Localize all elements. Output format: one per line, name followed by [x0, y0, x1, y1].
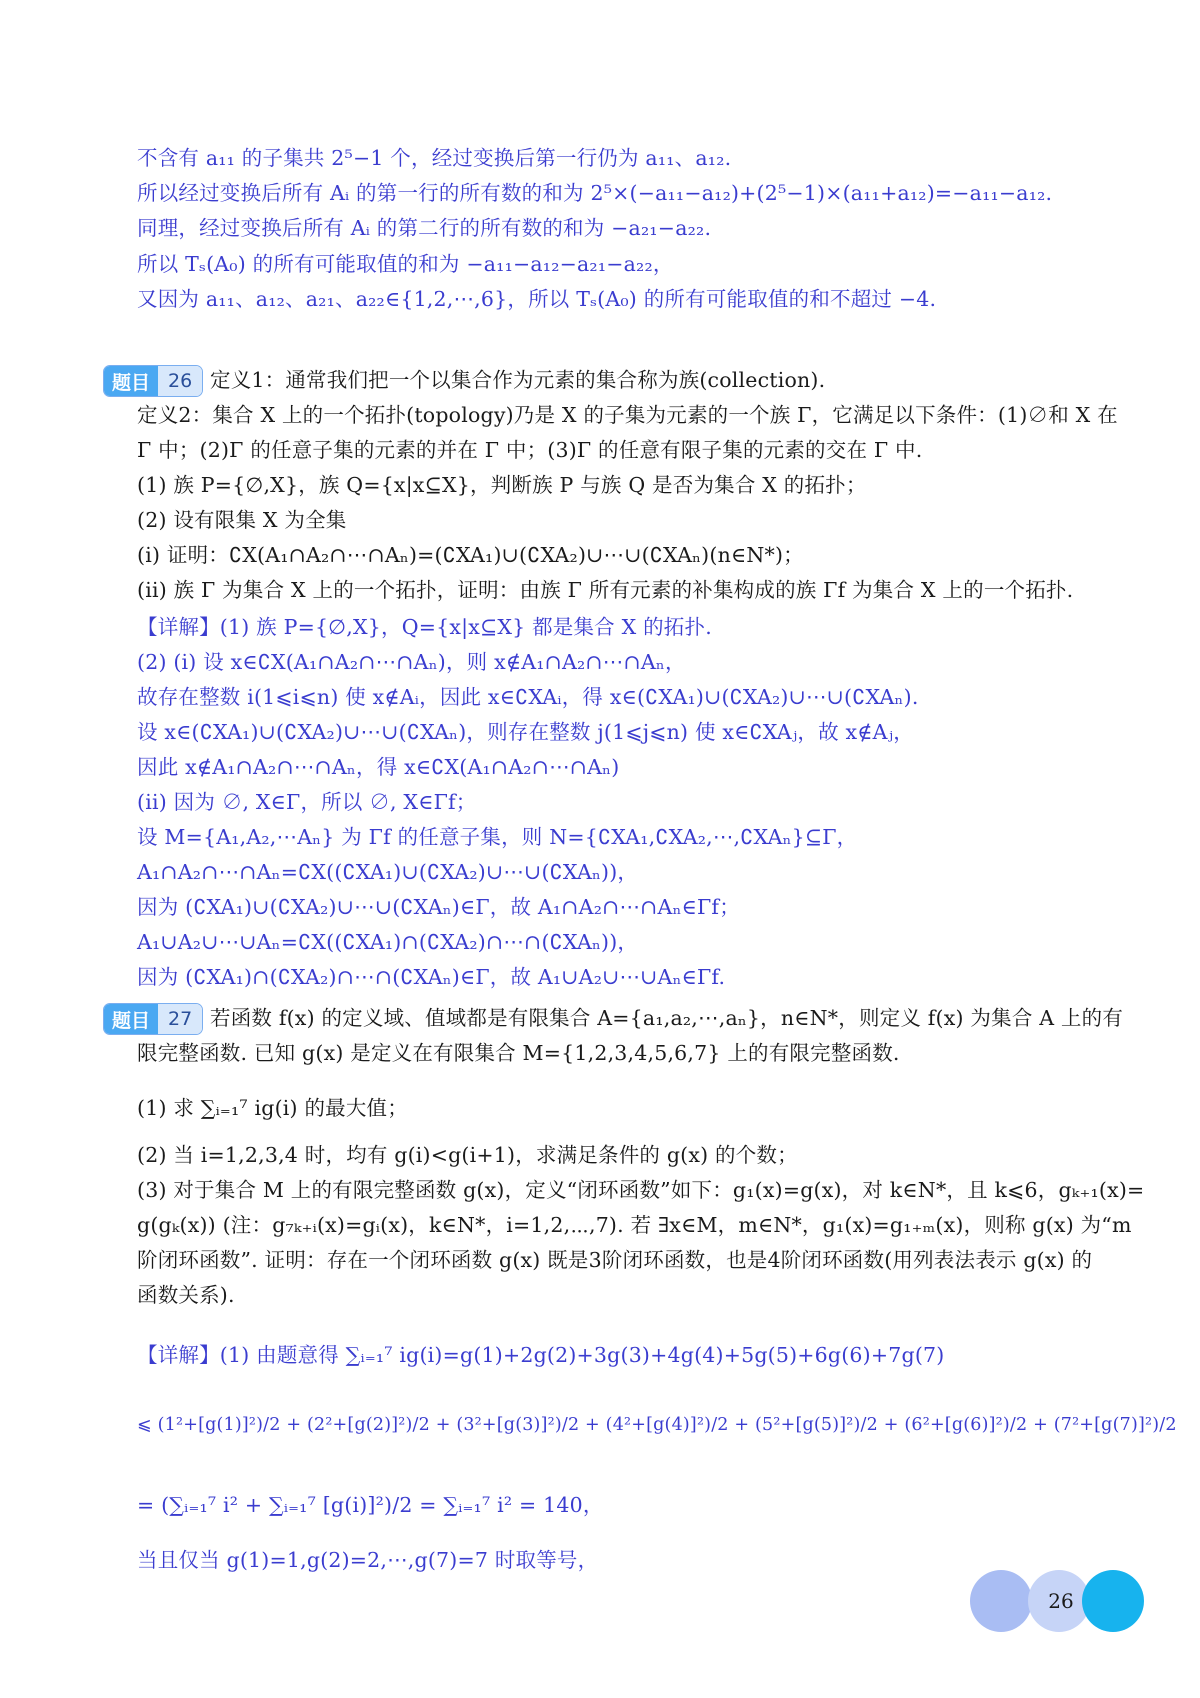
page-number-badge [970, 1570, 1145, 1634]
text-line: 设 x∈(∁XA₁)∪(∁XA₂)∪⋯∪(∁XAₙ)，则存在整数 j(1⩽j⩽n) 使 x∈∁XAⱼ，故 x∉Aⱼ， [137, 720, 914, 744]
text-line: (2) (i) 设 x∈∁X(A₁∩A₂∩⋯∩Aₙ)，则 x∉A₁∩A₂∩⋯∩Aₙ， [137, 650, 686, 674]
text-line: (ii) 族 Γ 为集合 X 上的一个拓扑，证明：由族 Γ 所有元素的补集构成的族 Γf 为集合 X 上的一个拓扑. [137, 578, 1074, 602]
text-line: 设 M={A₁,A₂,⋯Aₙ} 为 Γf 的任意子集，则 N={∁XA₁,∁XA₂,⋯,∁XAₙ}⊆Γ， [137, 825, 858, 849]
text-line: (1) 族 P={∅,X}，族 Q={x|x⊆X}，判断族 P 与族 Q 是否为集合 X 的拓扑； [137, 473, 867, 497]
text-line: ⩽ (1²+[g(1)]²)/2 + (2²+[g(2)]²)/2 + (3²+[g(3)]²)/2 + (4²+[g(4)]²)/2 + (5²+[g(5)]²)/2 + (6²+[g(6)]²)/2 + (7²+[g(7)]²)/2 [137, 1415, 1177, 1435]
badge-label: 题目 [104, 366, 158, 396]
text-line: 因为 (∁XA₁)∩(∁XA₂)∩⋯∩(∁XAₙ)∈Γ，故 A₁∪A₂∪⋯∪Aₙ∈Γf. [137, 965, 726, 989]
text-line: 又因为 a₁₁、a₁₂、a₂₁、a₂₂∈{1,2,⋯,6}，所以 Tₛ(A₀) 的所有可能取值的和不超过 −4. [137, 287, 937, 311]
question-badge-26 [103, 365, 203, 397]
text-line: 所以经过变换后所有 Aᵢ 的第一行的所有数的和为 2⁵×(−a₁₁−a₁₂)+(2⁵−1)×(a₁₁+a₁₂)=−a₁₁−a₁₂. [137, 181, 1053, 205]
text-line: (3) 对于集合 M 上的有限完整函数 g(x)，定义“闭环函数”如下：g₁(x)=g(x)，对 k∈N*，且 k⩽6，gₖ₊₁(x)= [137, 1178, 1145, 1202]
text-line: (ii) 因为 ∅, X∈Γ，所以 ∅, X∈Γf； [137, 790, 477, 814]
question-badge-27 [103, 1003, 203, 1035]
text-line: 当且仅当 g(1)=1,g(2)=2,⋯,g(7)=7 时取等号， [137, 1548, 599, 1572]
text-line: 【详解】(1) 族 P={∅,X}，Q={x|x⊆X} 都是集合 X 的拓扑. [137, 615, 712, 639]
page-circle-left [970, 1570, 1032, 1632]
text-line: 阶闭环函数”. 证明：存在一个闭环函数 g(x) 既是3阶闭环函数，也是4阶闭环函数(用列表法表示 g(x) 的 [137, 1248, 1093, 1272]
text-line: = (∑ᵢ₌₁⁷ i² + ∑ᵢ₌₁⁷ [g(i)]²)/2 = ∑ᵢ₌₁⁷ i² = 140， [137, 1493, 604, 1517]
text-line: 不含有 a₁₁ 的子集共 2⁵−1 个，经过变换后第一行仍为 a₁₁、a₁₂. [137, 146, 732, 170]
page-number: 26 [1048, 1589, 1074, 1613]
text-line: (1) 求 ∑ᵢ₌₁⁷ ig(i) 的最大值； [137, 1096, 408, 1120]
text-line: A₁∩A₂∩⋯∩Aₙ=∁X((∁XA₁)∪(∁XA₂)∪⋯∪(∁XAₙ))， [137, 860, 639, 884]
page-circle-right [1082, 1570, 1144, 1632]
text-line: 若函数 f(x) 的定义域、值域都是有限集合 A={a₁,a₂,⋯,aₙ}，n∈N*，则定义 f(x) 为集合 A 上的有 [210, 1006, 1124, 1030]
text-line: 【详解】(1) 由题意得 ∑ᵢ₌₁⁷ ig(i)=g(1)+2g(2)+3g(3)+4g(4)+5g(5)+6g(6)+7g(7) [137, 1343, 945, 1367]
badge-label: 题目 [104, 1004, 158, 1034]
text-line: 定义2：集合 X 上的一个拓扑(topology)乃是 X 的子集为元素的一个族 Γ，它满足以下条件：(1)∅和 X 在 [137, 403, 1118, 427]
text-line: 函数关系). [137, 1283, 235, 1307]
text-line: 因此 x∉A₁∩A₂∩⋯∩Aₙ，得 x∈∁X(A₁∩A₂∩⋯∩Aₙ) [137, 755, 620, 779]
text-line: g(gₖ(x)) (注：g₇ₖ₊ᵢ(x)=gᵢ(x)，k∈N*，i=1,2,⋯,7). 若 ∃x∈M，m∈N*，g₁(x)=g₁₊ₘ(x)，则称 g(x) 为“m [137, 1213, 1132, 1237]
text-line: (2) 设有限集 X 为全集 [137, 508, 347, 532]
text-line: (i) 证明：∁X(A₁∩A₂∩⋯∩Aₙ)=(∁XA₁)∪(∁XA₂)∪⋯∪(∁XAₙ)(n∈N*)； [137, 543, 804, 567]
text-line: 同理，经过变换后所有 Aᵢ 的第二行的所有数的和为 −a₂₁−a₂₂. [137, 216, 712, 240]
text-line: 限完整函数. 已知 g(x) 是定义在有限集合 M={1,2,3,4,5,6,7} 上的有限完整函数. [137, 1041, 900, 1065]
badge-number: 26 [158, 366, 202, 396]
badge-number: 27 [158, 1004, 202, 1034]
text-line: (2) 当 i=1,2,3,4 时，均有 g(i)<g(i+1)，求满足条件的 g(x) 的个数； [137, 1143, 798, 1167]
text-line: Γ 中；(2)Γ 的任意子集的元素的并在 Γ 中；(3)Γ 的任意有限子集的元素的交在 Γ 中. [137, 438, 923, 462]
text-line: 所以 Tₛ(A₀) 的所有可能取值的和为 −a₁₁−a₁₂−a₂₁−a₂₂， [137, 252, 674, 276]
text-line: A₁∪A₂∪⋯∪Aₙ=∁X((∁XA₁)∩(∁XA₂)∩⋯∩(∁XAₙ))， [137, 930, 639, 954]
text-line: 因为 (∁XA₁)∪(∁XA₂)∪⋯∪(∁XAₙ)∈Γ，故 A₁∩A₂∩⋯∩Aₙ∈Γf； [137, 895, 740, 919]
text-line: 定义1：通常我们把一个以集合作为元素的集合称为族(collection). [210, 368, 826, 392]
text-line: 故存在整数 i(1⩽i⩽n) 使 x∉Aᵢ，因此 x∈∁XAᵢ，得 x∈(∁XA₁)∪(∁XA₂)∪⋯∪(∁XAₙ). [137, 685, 919, 709]
